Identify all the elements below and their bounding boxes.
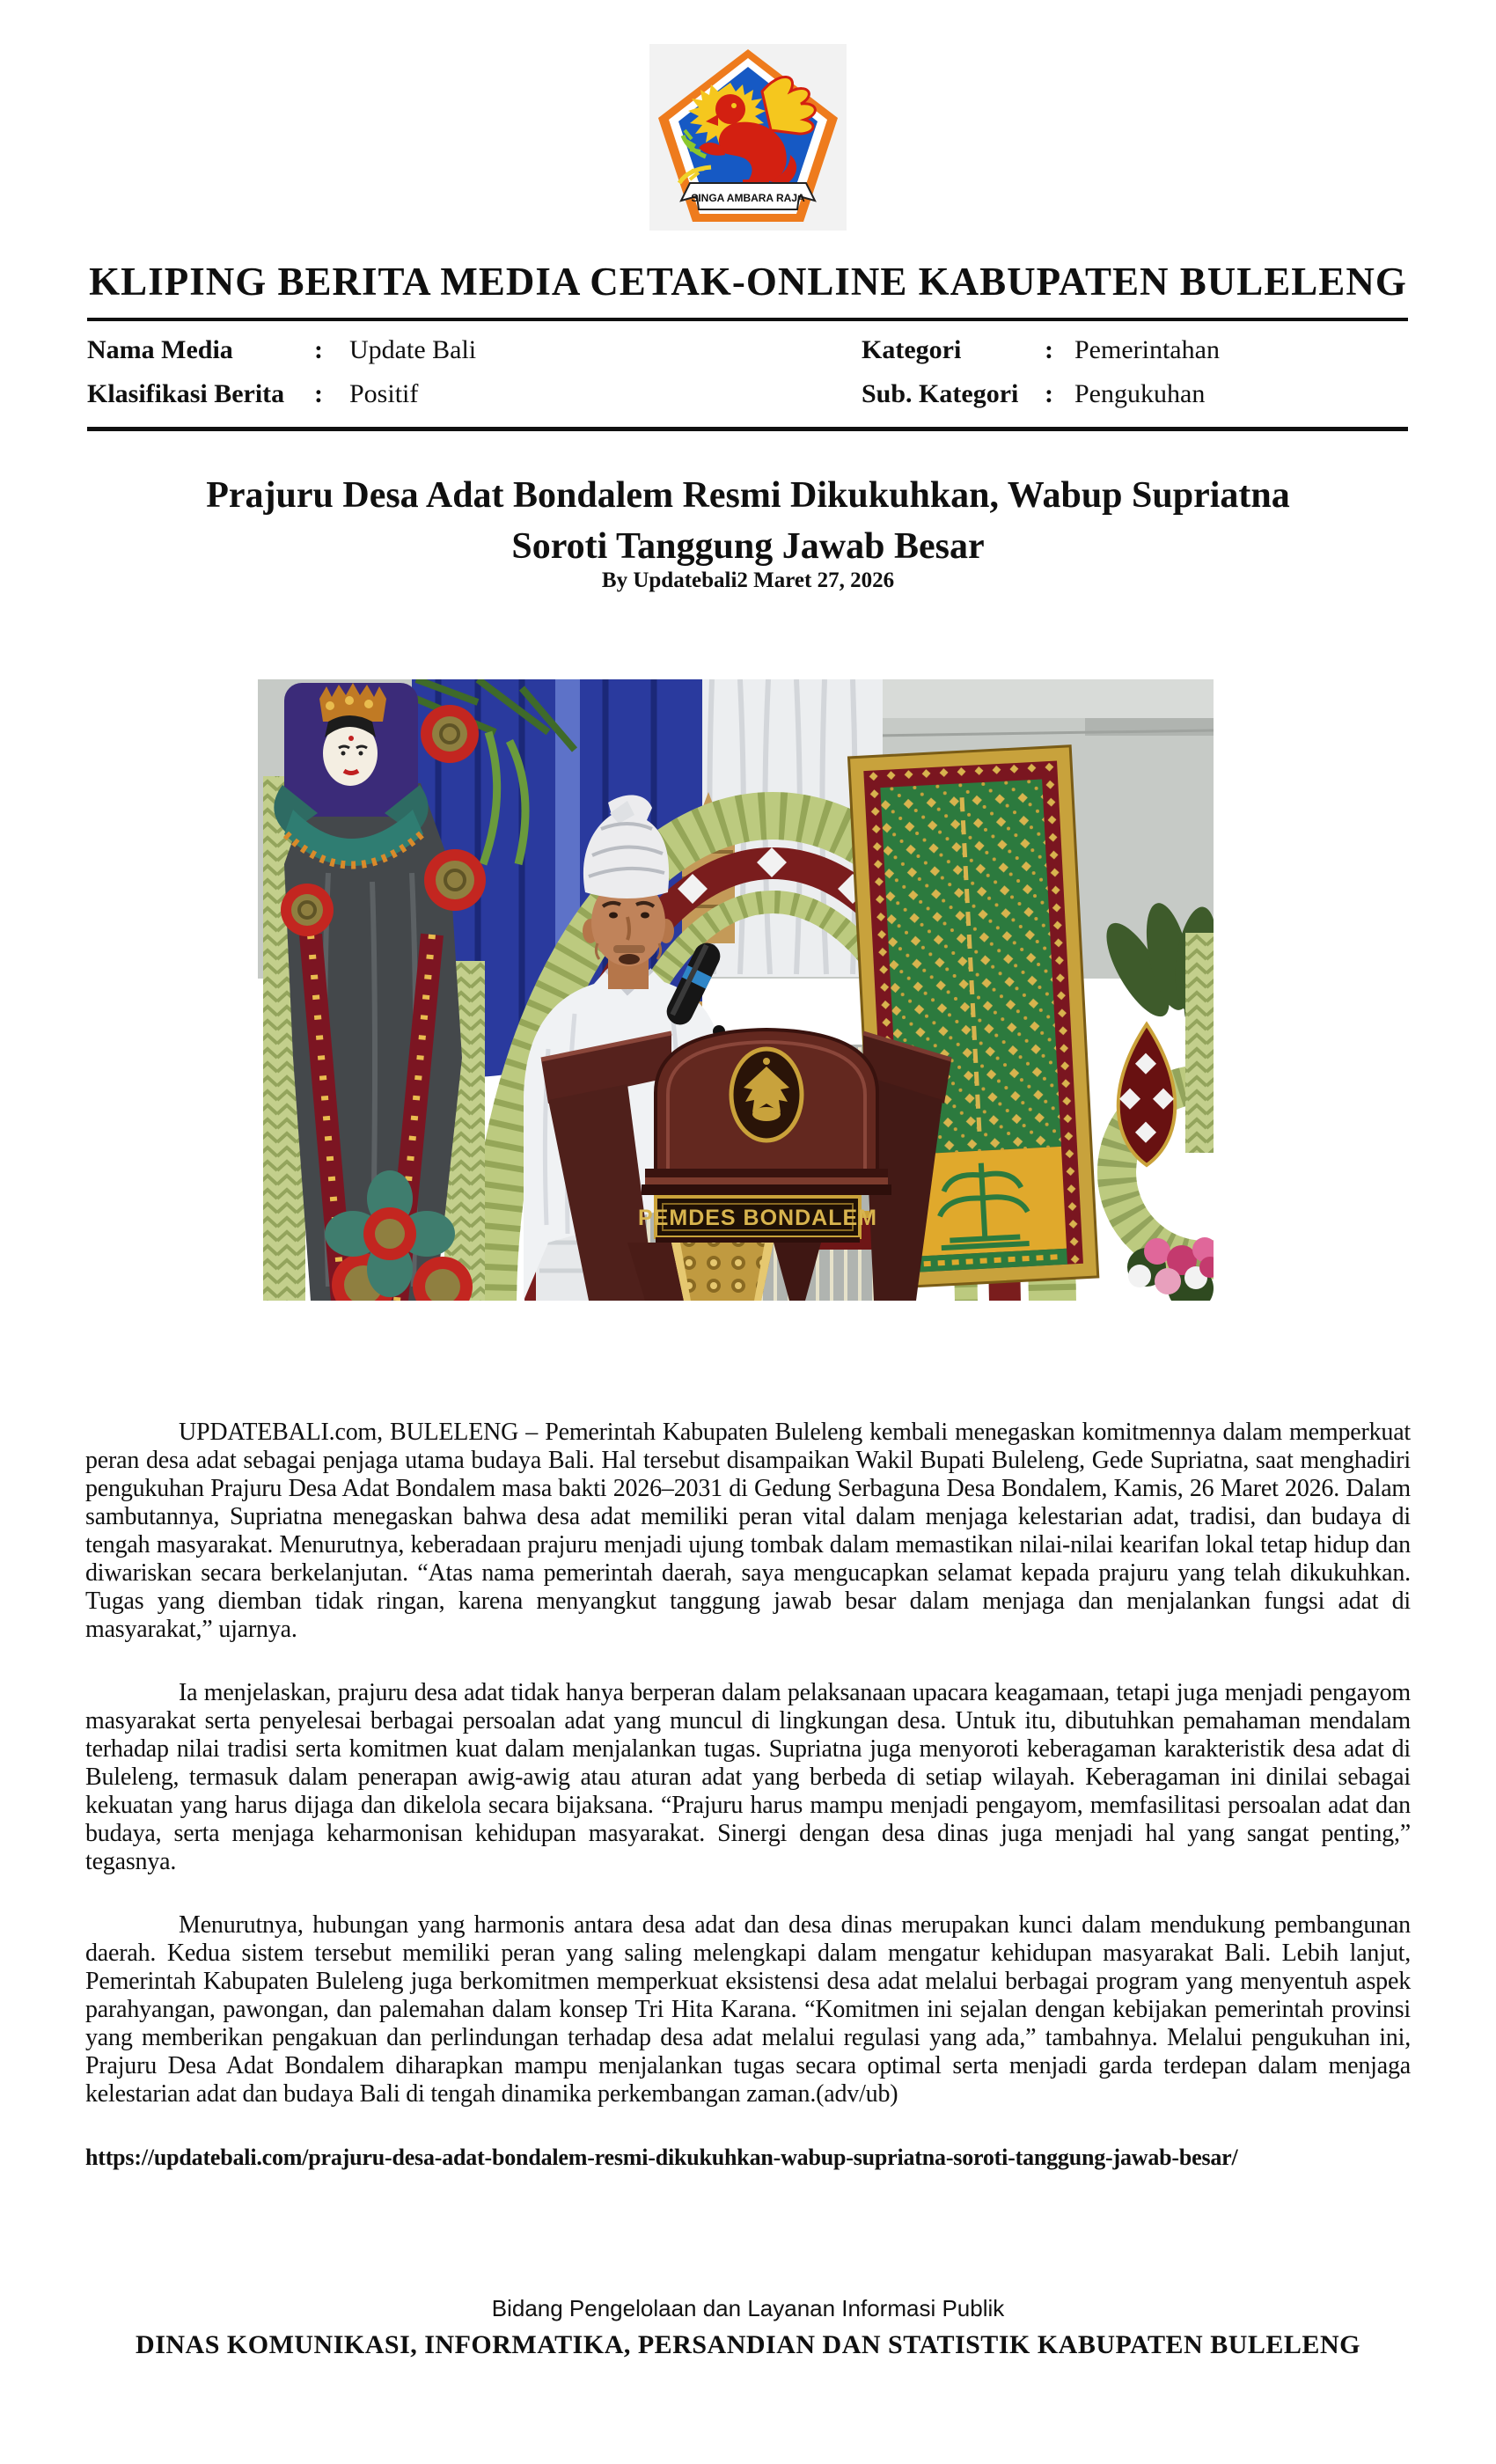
meta-separator: :: [314, 335, 323, 364]
meta-label: Klasifikasi Berita: [87, 379, 285, 408]
meta-row-2: [87, 379, 1408, 409]
meta-value: Positif: [349, 379, 419, 408]
meta-separator: :: [314, 379, 323, 408]
meta-value: Pengukuhan: [1074, 379, 1206, 408]
article-byline: By Updatebali2 Maret 27, 2026: [601, 568, 895, 592]
document-title: KLIPING BERITA MEDIA CETAK-ONLINE KABUPATEN BULELENG: [89, 260, 1407, 304]
buleleng-logo: [649, 44, 847, 231]
article-title-line1: Prajuru Desa Adat Bondalem Resmi Dikukuhkan, Wabup Supriatna: [206, 475, 1290, 516]
paragraph-3: Menurutnya, hubungan yang harmonis antara desa adat dan desa dinas merupakan kunci dalam mendukung pembangunan daerah. Kedua sistem tersebut memiliki peran yang saling melengkapi dalam mengatur kehidupan masyarakat Bali. Lebih lanjut, Pemerintah Kabupaten Buleleng juga berkomitmen memperkuat eksistensi desa adat melalui berbagai program yang menyentuh aspek parahyangan, pawongan, dan palemahan dalam konsep Tri Hita Karana. “Komitmen ini sejalan dengan kebijakan pemerintah provinsi yang memberikan pengakuan dan perlindungan terhadap desa adat melalui regulasi yang ada,” tambahnya. Melalui pengukuhan ini, Prajuru Desa Adat Bondalem diharapkan mampu menjalankan tugas secara optimal serta menjadi garda terdepan dalam menjaga kelestarian adat dan budaya Bali di tengah dinamika perkembangan zaman.(adv/ub): [85, 1911, 1411, 2108]
meta-separator: :: [1045, 335, 1053, 364]
meta-table: [87, 318, 1408, 431]
document-footer: [0, 2295, 1496, 2360]
buleleng-emblem-icon: [649, 44, 847, 231]
paragraph-1: UPDATEBALI.com, BULELENG – Pemerintah Kabupaten Buleleng kembali menegaskan komitmennya dalam memperkuat peran desa adat sebagai penjaga utama budaya Bali. Hal tersebut disampaikan Wakil Bupati Buleleng, Gede Supriatna, saat menghadiri pengukuhan Prajuru Desa Adat Bondalem masa bakti 2026–2031 di Gedung Serbaguna Desa Bondalem, Kamis, 26 Maret 2026. Dalam sambutannya, Supriatna menegaskan bahwa desa adat memiliki peran vital dalam menjaga kelestarian adat, tradisi, dan budaya di tengah masyarakat. Menurutnya, keberadaan prajuru menjadi ujung tombak dalam memastikan nilai-nilai kearifan lokal tetap hidup dan diwariskan secara berkelanjutan. “Atas nama pemerintah daerah, saya mengucapkan selamat kepada prajuru yang telah dikukuhkan. Tugas yang diemban tidak ringan, karena menyangkut tanggung jawab besar dalam menjaga dan menjalankan fungsi adat di masyarakat,” ujarnya.: [85, 1419, 1411, 1643]
podium: [541, 1030, 951, 1301]
meta-cell-kategori: [862, 335, 1220, 365]
meta-cell-klasifikasi: [87, 379, 862, 409]
right-wreath: [1095, 899, 1214, 1301]
paragraph-2: Ia menjelaskan, prajuru desa adat tidak hanya berperan dalam pelaksanaan upacara keagamaan, tetapi juga menjadi pengayom masyarakat serta penyelesai berbagai persoalan adat yang muncul di lingkungan desa. Untuk itu, dibutuhkan pemahaman mendalam terhadap nilai tradisi serta komitmen kuat dalam menjalankan tugas. Supriatna juga menyoroti keberagaman karakteristik desa adat di Buleleng, termasuk dalam penerapan awig-awig atau aturan adat yang berbeda di setiap wilayah. Keberagaman ini dinilai sebagai kekuatan yang harus dijaga dan dikelola secara bijaksana. “Prajuru harus mampu menjadi pengayom, memfasilitasi persoalan adat dan budaya, serta menjaga keharmonisan kehidupan masyarakat. Sinergi dengan desa dinas juga menjadi hal yang sangat penting,” tegasnya.: [85, 1679, 1411, 1875]
logo-banner-text: SINGA AMBARA RAJA: [691, 192, 805, 204]
article-title-line2: Soroti Tanggung Jawab Besar: [511, 526, 985, 567]
article-photo: [258, 679, 1214, 1301]
article-source-url: https://updatebali.com/prajuru-desa-adat-bondalem-resmi-dikukuhkan-wabup-supriatna-soroti-tanggung-jawab-besar/: [85, 2145, 1238, 2170]
meta-separator: :: [1045, 379, 1053, 408]
article-title: [0, 470, 1496, 572]
footer-agency: DINAS KOMUNIKASI, INFORMATIKA, PERSANDIAN DAN STATISTIK KABUPATEN BULELENG: [136, 2330, 1360, 2359]
footer-division: Bidang Pengelolaan dan Layanan Informasi Publik: [491, 2295, 1005, 2321]
meta-label: Kategori: [862, 335, 962, 364]
article-body: [85, 1419, 1411, 2172]
meta-cell-nama-media: [87, 335, 862, 365]
meta-value: Update Bali: [349, 335, 477, 364]
meta-cell-sub-kategori: [862, 379, 1205, 409]
meta-label: Nama Media: [87, 335, 233, 364]
meta-row-1: [87, 335, 1408, 365]
podium-sign-text: PEMDES BONDALEM: [638, 1206, 877, 1230]
meta-value: Pemerintahan: [1074, 335, 1220, 364]
meta-label: Sub. Kategori: [862, 379, 1019, 408]
ceremony-photo-illustration: [258, 679, 1214, 1301]
